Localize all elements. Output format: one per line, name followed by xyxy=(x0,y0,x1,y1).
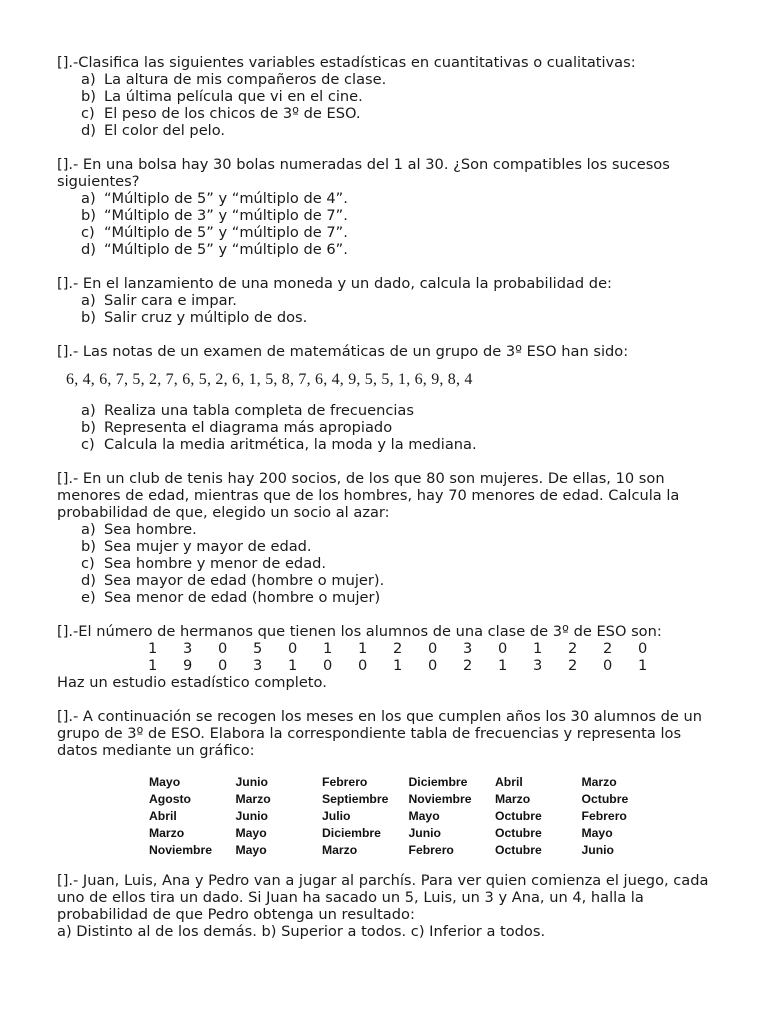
siblings-value: 2 xyxy=(568,640,578,657)
option-item: b) Sea mujer y mayor de edad. xyxy=(81,538,312,555)
siblings-value: 0 xyxy=(498,640,508,657)
month-cell: Octubre xyxy=(495,843,542,857)
siblings-value: 3 xyxy=(463,640,473,657)
siblings-value: 1 xyxy=(358,640,368,657)
month-cell: Marzo xyxy=(149,826,185,840)
month-cell: Marzo xyxy=(581,775,617,789)
siblings-value: 1 xyxy=(638,657,648,674)
siblings-value: 1 xyxy=(148,657,158,674)
siblings-value: 2 xyxy=(393,640,403,657)
month-cell: Febrero xyxy=(408,843,454,857)
grades-data: 6, 4, 6, 7, 5, 2, 7, 6, 5, 2, 6, 1, 5, 8, 7, 6, 4, 9, 5, 5, 1, 6, 9, 8, 4 xyxy=(66,371,473,388)
option-item: b) Representa el diagrama más apropiado xyxy=(81,419,393,436)
month-cell: Diciembre xyxy=(408,775,468,789)
siblings-row-2 xyxy=(148,657,722,674)
siblings-value: 0 xyxy=(218,657,228,674)
option-item: a) La altura de mis compañeros de clase. xyxy=(81,71,387,88)
siblings-value: 1 xyxy=(533,640,543,657)
birth-months-table xyxy=(149,774,722,859)
siblings-value: 0 xyxy=(428,657,438,674)
month-cell: Septiembre xyxy=(322,792,389,806)
option-item: a) Sea hombre. xyxy=(81,521,197,538)
question-6-instruction: Haz un estudio estadístico completo. xyxy=(57,674,327,691)
month-cell: Octubre xyxy=(581,792,629,806)
siblings-value: 1 xyxy=(393,657,403,674)
question-5-options xyxy=(57,521,722,606)
option-item: c) Sea hombre y menor de edad. xyxy=(81,555,327,572)
siblings-value: 9 xyxy=(183,657,193,674)
question-3-options xyxy=(57,292,722,326)
siblings-value: 1 xyxy=(148,640,158,657)
siblings-value: 1 xyxy=(288,657,298,674)
month-cell: Abril xyxy=(149,809,177,823)
option-item: d) “Múltiplo de 5” y “múltiplo de 6”. xyxy=(81,241,348,258)
siblings-value: 0 xyxy=(428,640,438,657)
month-cell: Noviembre xyxy=(408,792,472,806)
question-2-options xyxy=(57,190,722,258)
siblings-value: 3 xyxy=(533,657,543,674)
month-cell: Febrero xyxy=(322,775,368,789)
option-item: a) Realiza una tabla completa de frecuencias xyxy=(81,402,414,419)
question-8-title: [].- Juan, Luis, Ana y Pedro van a jugar al parchís. Para ver quien comienza el juego, cada uno de ellos tira un dado. Si Juan ha sacado un 5, Luis, un 3 y Ana, un 4, halla la probabilidad de que Pedro obtenga un resultado: xyxy=(57,872,709,923)
question-5-title: [].- En un club de tenis hay 200 socios, de los que 80 son mujeres. De ellas, 10 son menores de edad, mientras que de los hombres, hay 70 menores de edad. Calcula la probabilidad de que, elegido un socio al azar: xyxy=(57,470,680,521)
option-item: a) “Múltiplo de 5” y “múltiplo de 4”. xyxy=(81,190,348,207)
siblings-value: 5 xyxy=(253,640,263,657)
siblings-value: 2 xyxy=(603,640,613,657)
month-cell: Marzo xyxy=(495,792,531,806)
siblings-value: 1 xyxy=(323,640,333,657)
siblings-value: 0 xyxy=(323,657,333,674)
month-cell: Mayo xyxy=(235,826,267,840)
option-item: b) Salir cruz y múltiplo de dos. xyxy=(81,309,308,326)
siblings-value: 3 xyxy=(253,657,263,674)
month-cell: Mayo xyxy=(408,809,440,823)
month-cell: Junio xyxy=(235,775,268,789)
month-cell: Mayo xyxy=(149,775,181,789)
siblings-value: 0 xyxy=(603,657,613,674)
question-4-title: [].- Las notas de un examen de matemáticas de un grupo de 3º ESO han sido: xyxy=(57,343,629,360)
month-cell: Diciembre xyxy=(322,826,381,840)
month-cell: Junio xyxy=(408,826,441,840)
month-cell: Marzo xyxy=(322,843,358,857)
month-cell: Agosto xyxy=(149,792,191,806)
siblings-value: 0 xyxy=(288,640,298,657)
siblings-value: 0 xyxy=(218,640,228,657)
option-item: b) La última película que vi en el cine. xyxy=(81,88,363,105)
option-item: e) Sea menor de edad (hombre o mujer) xyxy=(81,589,381,606)
option-item: a) Salir cara e impar. xyxy=(81,292,237,309)
month-cell: Julio xyxy=(322,809,351,823)
question-1-title: [].-Clasifica las siguientes variables estadísticas en cuantitativas o cualitativas: xyxy=(57,54,636,71)
question-2-title: [].- En una bolsa hay 30 bolas numeradas del 1 al 30. ¿Son compatibles los sucesos siguientes? xyxy=(57,156,670,190)
month-cell: Mayo xyxy=(581,826,613,840)
question-1-options xyxy=(57,71,722,139)
siblings-row-1 xyxy=(148,640,722,657)
option-item: b) “Múltiplo de 3” y “múltiplo de 7”. xyxy=(81,207,348,224)
option-item: c) Calcula la media aritmética, la moda y la mediana. xyxy=(81,436,477,453)
siblings-value: 2 xyxy=(568,657,578,674)
question-7-title: [].- A continuación se recogen los meses en los que cumplen años los 30 alumnos de un grupo de 3º de ESO. Elabora la correspondiente tabla de frecuencias y representa los datos mediante un gráfico: xyxy=(57,708,703,759)
option-item: c) “Múltiplo de 5” y “múltiplo de 7”. xyxy=(81,224,348,241)
worksheet xyxy=(57,54,722,940)
month-cell: Marzo xyxy=(235,792,271,806)
siblings-value: 0 xyxy=(638,640,648,657)
month-cell: Octubre xyxy=(495,826,542,840)
question-3-title: [].- En el lanzamiento de una moneda y un dado, calcula la probabilidad de: xyxy=(57,275,612,292)
option-item: d) El color del pelo. xyxy=(81,122,226,139)
question-4-options xyxy=(57,402,722,453)
month-cell: Junio xyxy=(235,809,268,823)
month-cell: Febrero xyxy=(581,809,627,823)
month-cell: Noviembre xyxy=(149,843,212,857)
month-cell: Junio xyxy=(581,843,614,857)
month-cell: Mayo xyxy=(235,843,267,857)
option-item: c) El peso de los chicos de 3º de ESO. xyxy=(81,105,361,122)
siblings-value: 3 xyxy=(183,640,193,657)
siblings-value: 0 xyxy=(358,657,368,674)
question-6-title: [].-El número de hermanos que tienen los alumnos de una clase de 3º de ESO son: xyxy=(57,623,662,640)
question-8-options: a) Distinto al de los demás. b) Superior a todos. c) Inferior a todos. xyxy=(57,923,546,940)
siblings-value: 1 xyxy=(498,657,508,674)
option-item: d) Sea mayor de edad (hombre o mujer). xyxy=(81,572,385,589)
siblings-value: 2 xyxy=(463,657,473,674)
month-cell: Octubre xyxy=(495,809,542,823)
month-cell: Abril xyxy=(495,775,523,789)
